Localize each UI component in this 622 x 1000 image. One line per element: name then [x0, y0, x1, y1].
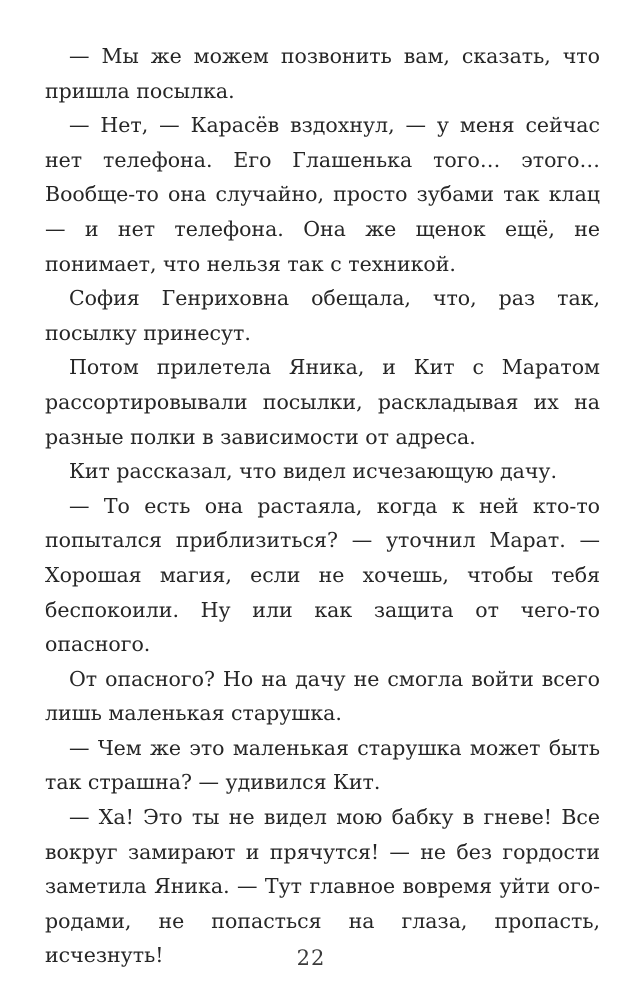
page-number: 22	[296, 946, 326, 970]
paragraph: От опасного? Но на дачу не смогла войти всего лишь маленькая старушка.	[45, 666, 600, 726]
paragraph: Кит рассказал, что видел исчезающую дачу.	[69, 459, 557, 484]
paragraph: — Чем же это маленькая старушка может быть так страшна? — удивился Кит.	[45, 735, 600, 795]
paragraph: — Ха! Это ты не видел мою бабку в гневе! Все вокруг замирают и прячутся! — не без гордости заметила Яника. — Тут главное вовремя уйти огородами, не попасться на глаза, пропасть, исчезнуть!	[45, 805, 600, 968]
paragraph: София Генриховна обещала, что, раз так, посылку принесут.	[45, 286, 600, 345]
paragraph: — Мы же можем позвонить вам, сказать, что пришла посылка.	[45, 44, 600, 103]
paragraph: — То есть она растаяла, когда к ней кто-то попытался приблизиться? — уточнил Марат. — Хорошая магия, если не хочешь, чтобы тебя беспокоили. Ну или как защита от чего-то опасного.	[45, 493, 600, 657]
page-text	[45, 39, 600, 973]
paragraph: — Нет, — Карасёв вздохнул, — у меня сейчас нет телефона. Его Глашенька того… этого… Вообще-то она случайно, просто зубами так клац — и нет телефона. Она же щенок ещё, не понимает, что нельзя так с техникой.	[45, 113, 600, 276]
paragraph: Потом прилетела Яника, и Кит с Маратом рассортировывали посылки, раскладывая их на разные полки в зависимости от адреса.	[45, 355, 600, 449]
